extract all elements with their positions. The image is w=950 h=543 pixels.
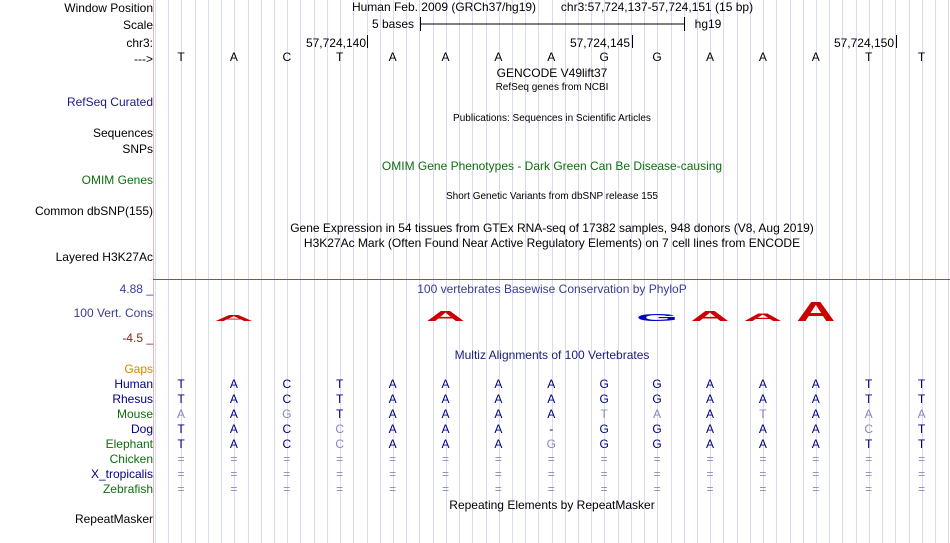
aligned-base: A (229, 422, 238, 436)
ruler-tick-label-3: 57,724,150 (833, 36, 894, 50)
aligned-base: = (865, 482, 873, 496)
repeatmasker-label[interactable]: RepeatMasker (74, 512, 153, 526)
sequences-label[interactable]: Sequences (92, 126, 153, 140)
ref-base: A (811, 50, 820, 64)
aligned-base: T (336, 392, 344, 406)
h3k27ac-track-title[interactable]: H3K27Ac Mark (Often Found Near Active Regulatory Elements) on 7 cell lines from ENCODE (303, 236, 801, 250)
grid-line (327, 0, 328, 543)
aligned-base: C (282, 422, 292, 436)
grid-line (472, 0, 473, 543)
aligned-base: = (441, 467, 449, 481)
aligned-base: = (441, 482, 449, 496)
common-dbsnp-label[interactable]: Common dbSNP(155) (34, 204, 153, 218)
aligned-base: G (652, 377, 662, 391)
gencode-track-title[interactable]: GENCODE V49lift37 (496, 66, 608, 80)
grid-line (776, 0, 777, 543)
grid-line (684, 0, 685, 543)
track-separator-line (153, 279, 950, 280)
aligned-base: A (811, 437, 820, 451)
aligned-base: = (230, 482, 238, 496)
repeatmasker-track-title[interactable]: Repeating Elements by RepeatMasker (449, 498, 655, 512)
aligned-base: G (652, 422, 662, 436)
aligned-base: T (177, 377, 185, 391)
aligned-base: G (652, 392, 662, 406)
phylop-logo-letter: G (636, 312, 679, 324)
aligned-base: A (705, 437, 714, 451)
aligned-base: = (177, 482, 185, 496)
ref-base: T (917, 50, 926, 64)
aligned-base: T (917, 392, 926, 406)
aligned-base: = (600, 467, 608, 481)
aligned-base: A (176, 407, 185, 421)
ref-base: A (705, 50, 714, 64)
ruler-tick-label-1: 57,724,140 (305, 36, 366, 50)
aligned-base: = (865, 452, 873, 466)
grid-line (261, 0, 262, 543)
grid-line (314, 0, 315, 543)
grid-line (631, 0, 632, 543)
multiz-track-title[interactable]: Multiz Alignments of 100 Vertebrates (454, 348, 650, 362)
aligned-base: A (811, 392, 820, 406)
aligned-base: C (282, 392, 292, 406)
refseq-curated-label[interactable]: RefSeq Curated (66, 95, 153, 109)
aligned-base: = (177, 467, 185, 481)
species-label[interactable]: Rhesus (112, 392, 153, 406)
omim-track-title[interactable]: OMIM Gene Phenotypes - Dark Green Can Be Disease-causing (381, 159, 723, 173)
aligned-base: A (441, 377, 450, 391)
grid-line (697, 0, 698, 543)
aligned-base: = (918, 482, 926, 496)
grid-line (948, 0, 949, 543)
aligned-base: A (705, 392, 714, 406)
ref-base: T (865, 50, 873, 64)
phylop-track-title[interactable]: 100 vertebrates Basewise Conservation by PhyloP (417, 282, 687, 296)
chr-label: chr3: (126, 36, 153, 50)
ruler-tick-label-2: 57,724,145 (569, 36, 630, 50)
aligned-base: A (494, 392, 503, 406)
grid-line (909, 0, 910, 543)
aligned-base: A (494, 422, 503, 436)
aligned-base: = (494, 467, 502, 481)
aligned-base: = (759, 482, 767, 496)
species-label[interactable]: Zebrafish (102, 482, 153, 496)
aligned-base: A (388, 407, 397, 421)
aligned-base: G (599, 437, 609, 451)
aligned-base: A (758, 392, 767, 406)
refseq-track-title[interactable]: RefSeq genes from NCBI (495, 82, 609, 93)
sidebar-divider (153, 0, 154, 543)
db-name: hg19 (694, 17, 722, 31)
species-label[interactable]: X_tropicalis (90, 467, 153, 481)
grid-line (195, 0, 196, 543)
grid-line (790, 0, 791, 543)
aligned-base: A (229, 437, 238, 451)
aligned-base: = (865, 467, 873, 481)
aligned-base: A (441, 392, 450, 406)
phylop-logo-letter: A (743, 311, 783, 324)
aligned-base: A (494, 377, 503, 391)
aligned-base: = (441, 452, 449, 466)
aligned-base: = (389, 467, 397, 481)
species-label[interactable]: Human (114, 377, 153, 391)
aligned-base: A (758, 422, 767, 436)
aligned-base: = (389, 482, 397, 496)
grid-line (419, 0, 420, 543)
assembly-title: Human Feb. 2009 (GRCh37/hg19) (351, 0, 537, 14)
aligned-base: A (705, 407, 714, 421)
aligned-base: A (441, 407, 450, 421)
phylop-logos (0, 290, 950, 330)
aligned-base: = (653, 467, 661, 481)
grid-line (882, 0, 883, 543)
aligned-base: A (758, 437, 767, 451)
aligned-base: C (335, 437, 345, 451)
cons-max-label: 4.88 _ (119, 282, 153, 296)
grid-line (208, 0, 209, 543)
aligned-base: = (547, 467, 555, 481)
aligned-base: C (282, 377, 292, 391)
aligned-base: = (177, 452, 185, 466)
aligned-base: C (864, 422, 874, 436)
grid-line (486, 0, 487, 543)
aligned-base: A (388, 437, 397, 451)
position-range: chr3:57,724,137-57,724,151 (15 bp) (560, 0, 754, 14)
aligned-base: G (599, 377, 609, 391)
grid-line (367, 0, 368, 543)
aligned-base: = (653, 482, 661, 496)
aligned-base: = (812, 482, 820, 496)
window-position-label: Window Position (64, 1, 153, 15)
aligned-base: = (600, 482, 608, 496)
aligned-base: T (917, 437, 926, 451)
aligned-base: A (547, 392, 556, 406)
aligned-base: T (917, 422, 926, 436)
ref-base: A (547, 50, 556, 64)
aligned-base: = (706, 452, 714, 466)
ref-base: G (599, 50, 609, 64)
grid-line (842, 0, 843, 543)
phylop-logo-letter: A (426, 307, 465, 325)
aligned-base: = (283, 467, 291, 481)
gtex-track-title[interactable]: Gene Expression in 54 tissues from GTEx RNA-seq of 17382 samples, 948 donors (V8, Aug 2019) (290, 221, 814, 235)
aligned-base: = (230, 467, 238, 481)
aligned-base: = (812, 452, 820, 466)
aligned-base: A (705, 377, 714, 391)
strand-arrow-label: ---> (134, 52, 153, 66)
aligned-base: G (652, 437, 662, 451)
aligned-base: T (336, 407, 344, 421)
aligned-base: = (759, 452, 767, 466)
aligned-base: = (494, 452, 502, 466)
ref-base: T (336, 50, 344, 64)
grid-line (406, 0, 407, 543)
species-label[interactable]: Chicken (109, 452, 153, 466)
aligned-base: C (282, 437, 292, 451)
dbsnp-track-title[interactable]: Short Genetic Variants from dbSNP release 155 (446, 191, 658, 202)
aligned-base: = (706, 467, 714, 481)
grid-line (723, 0, 724, 543)
aligned-base: T (600, 407, 608, 421)
aligned-base: G (546, 437, 556, 451)
grid-line (248, 0, 249, 543)
aligned-base: T (177, 437, 185, 451)
aligned-base: A (917, 407, 926, 421)
aligned-base: A (229, 377, 238, 391)
gaps-label[interactable]: Gaps (124, 362, 153, 376)
aligned-base: G (282, 407, 292, 421)
scale-text: 5 bases (371, 17, 415, 31)
ref-base: A (494, 50, 503, 64)
aligned-base: = (336, 482, 344, 496)
species-label[interactable]: Mouse (116, 407, 153, 421)
aligned-base: T (336, 377, 344, 391)
aligned-base: T (177, 422, 185, 436)
scale-label: Scale (122, 18, 153, 32)
aligned-base: T (865, 377, 873, 391)
grid-line (433, 0, 434, 543)
aligned-base: = (230, 452, 238, 466)
vert-cons-label[interactable]: 100 Vert. Cons (73, 306, 153, 320)
aligned-base: A (441, 422, 450, 436)
ref-base: T (177, 50, 185, 64)
aligned-base: T (865, 437, 873, 451)
aligned-base: A (388, 392, 397, 406)
aligned-base: A (864, 407, 873, 421)
grid-line (300, 0, 301, 543)
grid-line (935, 0, 936, 543)
grid-line (750, 0, 751, 543)
grid-line (803, 0, 804, 543)
aligned-base: = (547, 482, 555, 496)
aligned-base: A (705, 422, 714, 436)
publications-track-title[interactable]: Publications: Sequences in Scientific Articles (453, 113, 651, 124)
grid-line (353, 0, 354, 543)
phylop-logo-letter: A (690, 307, 730, 325)
aligned-base: = (336, 467, 344, 481)
aligned-base: A (229, 407, 238, 421)
cons-min-label: -4.5 _ (122, 331, 153, 345)
aligned-base: A (758, 377, 767, 391)
aligned-base: - (549, 422, 554, 436)
ref-base: A (388, 50, 397, 64)
aligned-base: = (283, 452, 291, 466)
aligned-base: T (865, 392, 873, 406)
layered-h3k27ac-label[interactable]: Layered H3K27Ac (55, 250, 153, 264)
aligned-base: = (653, 452, 661, 466)
aligned-base: = (389, 452, 397, 466)
grid-line (274, 0, 275, 543)
snps-label[interactable]: SNPs (122, 142, 153, 156)
aligned-base: C (335, 422, 345, 436)
aligned-base: = (547, 452, 555, 466)
grid-line (856, 0, 857, 543)
ref-base: A (441, 50, 450, 64)
aligned-base: A (653, 407, 662, 421)
grid-line (459, 0, 460, 543)
grid-line (829, 0, 830, 543)
ref-base: C (282, 50, 292, 64)
grid-line (221, 0, 222, 543)
ref-base: A (758, 50, 767, 64)
phylop-logo-letter: A (214, 313, 254, 323)
aligned-base: T (759, 407, 767, 421)
aligned-base: A (229, 392, 238, 406)
aligned-base: A (811, 377, 820, 391)
grid-line (644, 0, 645, 543)
aligned-base: T (177, 392, 185, 406)
aligned-base: G (599, 422, 609, 436)
aligned-base: A (547, 377, 556, 391)
ref-base: G (652, 50, 662, 64)
omim-genes-label[interactable]: OMIM Genes (81, 173, 153, 187)
phylop-logo-letter: A (796, 296, 836, 328)
aligned-base: = (918, 452, 926, 466)
aligned-base: = (812, 467, 820, 481)
grid-line (168, 0, 169, 543)
grid-line (155, 0, 156, 543)
aligned-base: A (441, 437, 450, 451)
aligned-base: A (547, 407, 556, 421)
ref-base: A (229, 50, 238, 64)
aligned-base: = (706, 482, 714, 496)
aligned-base: = (494, 482, 502, 496)
aligned-base: A (388, 422, 397, 436)
aligned-base: = (759, 467, 767, 481)
aligned-base: A (494, 437, 503, 451)
grid-line (380, 0, 381, 543)
species-label[interactable]: Elephant (105, 437, 153, 451)
aligned-base: A (388, 377, 397, 391)
aligned-base: G (599, 392, 609, 406)
aligned-base: A (494, 407, 503, 421)
aligned-base: = (600, 452, 608, 466)
grid-line (895, 0, 896, 543)
aligned-base: = (918, 467, 926, 481)
aligned-base: = (336, 452, 344, 466)
species-label[interactable]: Dog (130, 422, 153, 436)
aligned-base: A (811, 422, 820, 436)
grid-line (671, 0, 672, 543)
grid-line (618, 0, 619, 543)
aligned-base: T (917, 377, 926, 391)
grid-line (737, 0, 738, 543)
aligned-base: = (283, 482, 291, 496)
aligned-base: A (811, 407, 820, 421)
